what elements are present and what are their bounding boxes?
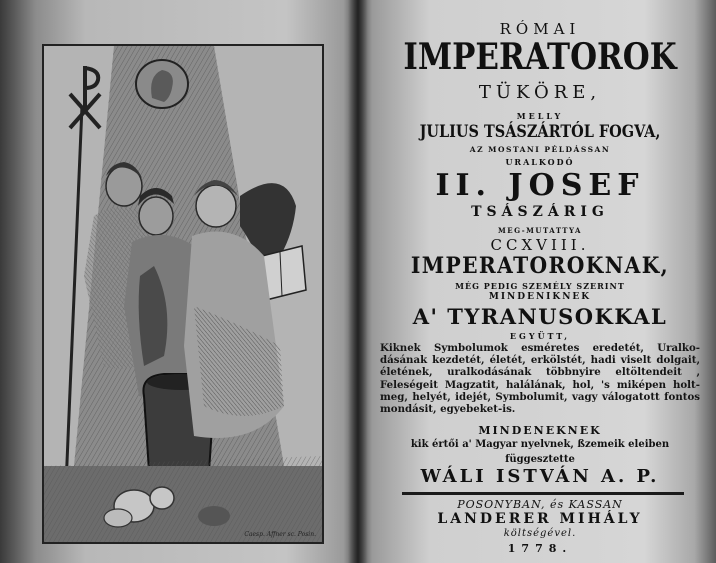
title-line-imperatorok: IMPERATOROK: [403, 36, 677, 78]
title-line-mostani: AZ MOSTANI PÉLDÁSSAN: [469, 145, 611, 154]
imprint-year: 1778.: [507, 542, 573, 555]
engraver-signature: Caesp. Affner sc. Posin.: [244, 531, 316, 538]
book-spine: [348, 0, 368, 563]
imprint-place: POSONYBAN, és KASSAN: [457, 498, 623, 511]
title-line-melly: MELLY: [516, 111, 564, 121]
title-line-tukore: TÜKÖRE,: [478, 82, 602, 103]
engraving-illustration: [44, 46, 322, 542]
title-line-tsaszarig: TSÁSZÁRIG: [471, 204, 609, 220]
title-line-fuggesztette: függesztette: [505, 454, 575, 465]
title-line-egyutt: EGYÜTT,: [509, 331, 571, 341]
title-rule: [402, 492, 684, 495]
title-line-kik-ertoi: kik értői a' Magyar nyelvnek, ßzemeik eleiben: [410, 439, 670, 450]
title-line-roman-numeral: CCXVIII.: [490, 236, 590, 254]
title-line-imperatoroknak: IMPERATOROKNAK,: [410, 253, 670, 279]
title-line-mindeneknek: MINDENEKNEK: [478, 424, 602, 437]
title-page: [372, 8, 708, 556]
title-line-uralkodo: URALKODÓ: [505, 157, 575, 167]
title-body-text: Kiknek Symbolumok esméretes eredetét, Uralko-dásának kezdetét, életét, erkölstét, hadi viselt dolgait, életének, uralkodásának többnyire eltöltendeit , Feleségeit Magzatit, halálának, hol, 's miképen holt-meg, helyét, idejét, Symbolumit, vagy válogatott fontos mondásit, egyebeket-is.: [380, 342, 700, 416]
imprint-expense: költségével.: [503, 528, 577, 539]
title-line-mindeniknek: MINDENIKNEK: [488, 292, 592, 302]
title-line-meg-mutattya: MEG-MUTATTYA: [498, 226, 582, 235]
title-line-romai: RÓMAI: [499, 20, 581, 38]
title-line-tyranusokkal: A' TYRANUSOKKAL: [412, 304, 668, 329]
title-line-josef: II. JOSEF: [435, 168, 645, 203]
title-author: WÁLI ISTVÁN A. P.: [420, 466, 660, 487]
title-line-julius: JULIUS TSÁSZÁRTÓL FOGVA,: [419, 122, 661, 142]
imprint-printer: LANDERER MIHÁLY: [437, 511, 643, 527]
frontispiece-engraving: [42, 44, 324, 544]
title-line-szemely: MÉG PEDIG SZEMÉLY SZERINT: [455, 281, 625, 291]
